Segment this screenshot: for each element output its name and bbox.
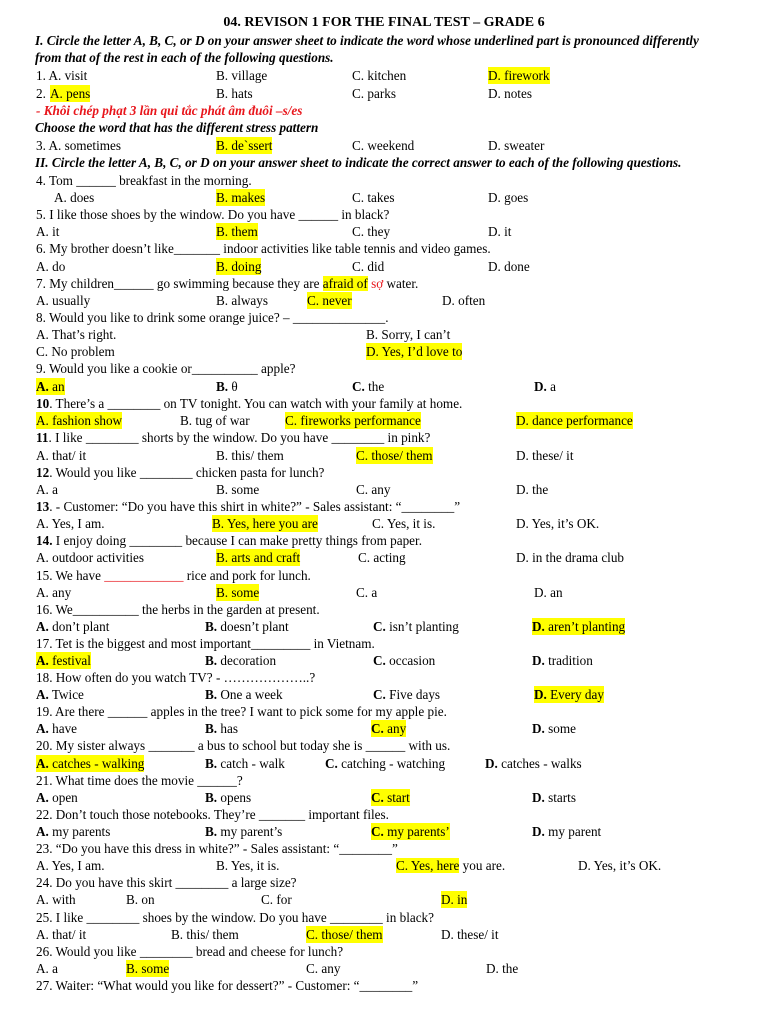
q24-option-d[interactable]: D. in <box>441 892 468 907</box>
q26-option-c[interactable]: C. any <box>306 961 341 976</box>
q24-option-a[interactable]: A. with <box>36 892 76 907</box>
q15-option-d[interactable]: D. an <box>534 585 563 600</box>
q21-option-d[interactable] <box>532 789 576 806</box>
q3-option-b[interactable]: B. de`ssert <box>216 138 273 153</box>
q17-d-text: tradition <box>544 653 593 668</box>
q25-option-b[interactable]: B. this/ them <box>171 927 239 942</box>
q23-option-c[interactable] <box>396 857 505 874</box>
q22-c-text: my parents’ <box>383 824 450 839</box>
q18-b-letter: B. <box>205 687 218 702</box>
q10-option-b[interactable]: B. tug of war <box>180 413 250 428</box>
q14-option-d[interactable]: D. in the drama club <box>516 550 625 565</box>
q1-option-b[interactable]: B. village <box>216 68 268 83</box>
q21-option-b[interactable] <box>205 789 251 806</box>
q16-c-letter: C. <box>373 619 386 634</box>
q10-stem <box>36 395 462 412</box>
q22-a-letter: A. <box>36 824 49 839</box>
q8-option-c[interactable]: C. No problem <box>36 344 115 359</box>
q16-c-text: isn’t planting <box>385 619 459 634</box>
q7-option-b[interactable]: B. always <box>216 293 269 308</box>
q15-stem-end: rice and pork for lunch. <box>183 568 311 583</box>
q11-option-b[interactable]: B. this/ them <box>216 448 284 463</box>
q12-option-d[interactable]: D. the <box>516 482 549 497</box>
q21-option-c[interactable] <box>371 789 410 806</box>
q13-option-a[interactable]: A. Yes, I am. <box>36 516 105 531</box>
q16-b-text: doesn’t plant <box>217 619 289 634</box>
q14-number: 14. <box>36 533 53 548</box>
q14-stem <box>36 532 422 549</box>
q5-stem: 5. I like those shoes by the window. Do you have ______ in black? <box>36 207 390 222</box>
q9-b-text: θ <box>228 379 238 394</box>
q17-b-letter: B. <box>205 653 218 668</box>
q25-stem: 25. I like ________ shoes by the window. Do you have ________ in black? <box>36 910 435 925</box>
q4-option-c[interactable]: C. takes <box>352 190 395 205</box>
q6-option-b[interactable]: B. doing <box>216 259 262 274</box>
q2-number: 2. <box>36 86 46 101</box>
q2-option-c[interactable]: C. parks <box>352 86 396 101</box>
q2-option-d[interactable]: D. notes <box>488 86 532 101</box>
q17-stem: 17. Tet is the biggest and most important_________ in Vietnam. <box>36 636 375 651</box>
q20-stem: 20. My sister always _______ a bus to school but today she is ______ with us. <box>36 738 451 753</box>
q5-option-c[interactable]: C. they <box>352 224 391 239</box>
q8-option-a[interactable]: A. That’s right. <box>36 327 117 342</box>
q17-b-text: decoration <box>217 653 277 668</box>
q19-c-letter: C. <box>371 721 384 736</box>
q10-option-c[interactable]: C. fireworks performance <box>285 413 421 428</box>
q21-d-letter: D. <box>532 790 545 805</box>
stress-instruction: Choose the word that has the different stress pattern <box>35 120 319 135</box>
q18-d-text: Every day <box>546 687 604 702</box>
q21-d-text: starts <box>544 790 576 805</box>
q22-b-text: my parent’s <box>217 824 283 839</box>
q16-b-letter: B. <box>205 619 218 634</box>
q20-option-c[interactable] <box>325 755 445 772</box>
q22-stem: 22. Don’t touch those notebooks. They’re _______ important files. <box>36 807 389 822</box>
q2-option-b[interactable]: B. hats <box>216 86 253 101</box>
q18-option-c[interactable] <box>373 686 440 703</box>
q18-option-b[interactable] <box>205 686 283 703</box>
q5-option-a[interactable]: A. it <box>36 224 60 239</box>
q21-a-text: open <box>48 790 78 805</box>
section1-instruction-cont: from that of the rest in each of the following questions. <box>35 50 334 65</box>
q17-option-b[interactable] <box>205 652 276 669</box>
page-title: 04. REVISON 1 FOR THE FINAL TEST – GRADE 6 <box>223 15 545 30</box>
q11-option-d[interactable]: D. these/ it <box>516 448 574 463</box>
q9-a-text: an <box>48 379 65 394</box>
q9-c-letter: C. <box>352 379 365 394</box>
q19-b-letter: B. <box>205 721 218 736</box>
q12-stem-text: . Would you like ________ chicken pasta for lunch? <box>49 465 325 480</box>
q19-a-text: have <box>48 721 78 736</box>
q26-option-b[interactable]: B. some <box>126 961 170 976</box>
q7-option-a[interactable]: A. usually <box>36 293 91 308</box>
q17-c-text: occasion <box>385 653 436 668</box>
q22-option-a[interactable] <box>36 823 110 840</box>
q6-option-c[interactable]: C. did <box>352 259 385 274</box>
q8-option-d[interactable]: D. Yes, I’d love to <box>366 344 463 359</box>
q25-option-a[interactable]: A. that/ it <box>36 927 87 942</box>
q9-b-letter: B. <box>216 379 229 394</box>
q22-b-letter: B. <box>205 824 218 839</box>
q26-option-d[interactable]: D. the <box>486 961 519 976</box>
q16-a-letter: A. <box>36 619 49 634</box>
section1-instruction: I. Circle the letter A, B, C, or D on your answer sheet to indicate the word whose underlined part is pronounced differently <box>35 33 699 48</box>
q23-option-b[interactable]: B. Yes, it is. <box>216 858 280 873</box>
section2-instruction: II. Circle the letter A, B, C, or D on your answer sheet to indicate the correct answer to each of the following questions. <box>35 155 682 170</box>
q22-d-letter: D. <box>532 824 545 839</box>
q22-option-d[interactable] <box>532 823 601 840</box>
teacher-note: - Khôi chép phạt 3 lần qui tắc phát âm đuôi –s/es <box>36 103 303 118</box>
q20-c-letter: C. <box>325 756 338 771</box>
q12-number: 12 <box>36 465 50 480</box>
q20-option-b[interactable] <box>205 755 285 772</box>
q13-option-c[interactable]: C. Yes, it is. <box>372 516 436 531</box>
q16-d-letter: D. <box>532 619 545 634</box>
q13-option-d[interactable]: D. Yes, it’s OK. <box>516 516 600 531</box>
q15-option-c[interactable]: C. a <box>356 585 378 600</box>
q15-blank: ____________ <box>104 568 184 583</box>
q17-d-letter: D. <box>532 653 545 668</box>
q16-a-text: don’t plant <box>48 619 110 634</box>
q20-b-letter: B. <box>205 756 218 771</box>
q3-option-c[interactable]: C. weekend <box>352 138 415 153</box>
q9-option-d[interactable] <box>534 378 556 395</box>
q21-a-letter: A. <box>36 790 49 805</box>
q19-option-a[interactable] <box>36 720 77 737</box>
q13-option-b[interactable]: B. Yes, here you are <box>212 516 318 531</box>
q23-option-d[interactable]: D. Yes, it’s OK. <box>578 858 662 873</box>
q20-a-text: catches - walking <box>48 756 145 771</box>
q26-option-a[interactable]: A. a <box>36 961 58 976</box>
q9-c-text: the <box>364 379 385 394</box>
q25-option-d[interactable]: D. these/ it <box>441 927 499 942</box>
q19-c-text: any <box>383 721 407 736</box>
q17-option-a[interactable] <box>36 652 91 669</box>
q20-a-letter: A. <box>36 756 49 771</box>
q24-stem: 24. Do you have this skirt ________ a large size? <box>36 875 297 890</box>
q11-number: 11 <box>36 430 49 445</box>
q4-option-a[interactable]: A. does <box>54 190 95 205</box>
q22-c-letter: C. <box>371 824 384 839</box>
q16-stem: 16. We__________ the herbs in the garden at present. <box>36 602 320 617</box>
q21-c-letter: C. <box>371 790 384 805</box>
q7-stem-text: 7. My children______ go swimming because they are <box>36 276 323 291</box>
q11-option-c[interactable]: C. those/ them <box>356 448 433 463</box>
q7-stem <box>36 275 418 292</box>
q18-a-letter: A. <box>36 687 49 702</box>
q9-d-letter: D. <box>534 379 547 394</box>
q10-number: 10 <box>36 396 50 411</box>
q6-stem: 6. My brother doesn’t like_______ indoor activities like table tennis and video games. <box>36 241 491 256</box>
q18-stem: 18. How often do you watch TV? - ………………..? <box>36 670 316 685</box>
q9-option-b[interactable] <box>216 378 238 395</box>
q23-stem: 23. “Do you have this dress in white?” - Sales assistant: “________” <box>36 841 398 856</box>
q8-option-b[interactable]: B. Sorry, I can’t <box>366 327 451 342</box>
q4-stem: 4. Tom ______ breakfast in the morning. <box>36 173 252 188</box>
q9-option-c[interactable] <box>352 378 384 395</box>
q17-option-d[interactable] <box>532 652 593 669</box>
q7-translation: sợ <box>371 276 384 291</box>
q12-option-b[interactable]: B. some <box>216 482 260 497</box>
q17-a-text: festival <box>48 653 91 668</box>
q19-stem: 19. Are there ______ apples in the tree? I want to pick some for my apple pie. <box>36 704 447 719</box>
q19-d-letter: D. <box>532 721 545 736</box>
q10-option-d[interactable]: D. dance performance <box>516 413 633 428</box>
q1-option-d[interactable]: D. firework <box>488 68 550 83</box>
q18-d-letter: D. <box>534 687 547 702</box>
q20-option-a[interactable] <box>36 755 144 772</box>
q5-option-d[interactable]: D. it <box>488 224 512 239</box>
q24-option-c[interactable]: C. for <box>261 892 292 907</box>
q19-option-d[interactable] <box>532 720 576 737</box>
q17-a-letter: A. <box>36 653 49 668</box>
q23-c-highlight: C. Yes, here <box>396 858 460 873</box>
q20-d-letter: D. <box>485 756 498 771</box>
q17-c-letter: C. <box>373 653 386 668</box>
q1-option-c[interactable]: C. kitchen <box>352 68 407 83</box>
q11-stem <box>36 429 430 446</box>
q16-option-c[interactable] <box>373 618 459 635</box>
q26-stem: 26. Would you like ________ bread and cheese for lunch? <box>36 944 344 959</box>
q21-b-letter: B. <box>205 790 218 805</box>
q11-stem-text: . I like ________ shorts by the window. Do you have ________ in pink? <box>48 430 431 445</box>
q19-option-b[interactable] <box>205 720 238 737</box>
q7-option-d[interactable]: D. often <box>442 293 486 308</box>
q14-option-b[interactable]: B. arts and craft <box>216 550 301 565</box>
q19-b-text: has <box>217 721 238 736</box>
q20-c-text: catching - watching <box>337 756 446 771</box>
q6-option-d[interactable]: D. done <box>488 259 530 274</box>
q18-c-letter: C. <box>373 687 386 702</box>
q3-option-a[interactable]: 3. A. sometimes <box>36 138 121 153</box>
q18-option-d[interactable] <box>534 686 604 703</box>
q24-option-b[interactable]: B. on <box>126 892 155 907</box>
q9-d-text: a <box>546 379 556 394</box>
q13-stem-text: . - Customer: “Do you have this shirt in white?” - Sales assistant: “________” <box>49 499 461 514</box>
q13-stem <box>36 498 460 515</box>
q7-option-c[interactable]: C. never <box>307 293 352 308</box>
q22-option-c[interactable] <box>371 823 450 840</box>
q12-stem <box>36 464 324 481</box>
q23-option-a[interactable]: A. Yes, I am. <box>36 858 105 873</box>
q21-option-a[interactable] <box>36 789 78 806</box>
q11-option-a[interactable]: A. that/ it <box>36 448 87 463</box>
q21-stem: 21. What time does the movie ______? <box>36 773 243 788</box>
q5-option-b[interactable]: B. them <box>216 224 258 239</box>
q4-option-d[interactable]: D. goes <box>488 190 529 205</box>
q15-option-b[interactable]: B. some <box>216 585 260 600</box>
q18-option-a[interactable] <box>36 686 84 703</box>
q23-c-rest: you are. <box>459 858 506 873</box>
q1-option-a[interactable]: 1. A. visit <box>36 68 88 83</box>
q27-stem: 27. Waiter: “What would you like for dessert?” - Customer: “________” <box>36 978 419 993</box>
q18-c-text: Five days <box>385 687 441 702</box>
q12-option-c[interactable]: C. any <box>356 482 391 497</box>
q19-a-letter: A. <box>36 721 49 736</box>
q16-option-d[interactable] <box>532 618 625 635</box>
q14-option-c[interactable]: C. acting <box>358 550 406 565</box>
q22-option-b[interactable] <box>205 823 282 840</box>
q14-stem-text: I enjoy doing ________ because I can make pretty things from paper. <box>52 533 422 548</box>
q8-stem: 8. Would you like to drink some orange juice? – ______________. <box>36 310 389 325</box>
q9-option-a[interactable] <box>36 378 65 395</box>
q21-c-text: start <box>383 790 410 805</box>
q10-stem-text: . There’s a ________ on TV tonight. You can watch with your family at home. <box>49 396 463 411</box>
q17-option-c[interactable] <box>373 652 435 669</box>
q2-option-a[interactable]: A. pens <box>50 86 91 101</box>
q14-option-a[interactable]: A. outdoor activities <box>36 550 145 565</box>
q18-b-text: One a week <box>217 687 283 702</box>
q19-option-c[interactable] <box>371 720 406 737</box>
q25-option-c[interactable]: C. those/ them <box>306 927 383 942</box>
q16-option-b[interactable] <box>205 618 289 635</box>
q16-option-a[interactable] <box>36 618 109 635</box>
q19-d-text: some <box>544 721 576 736</box>
q15-stem-text: 15. We have <box>36 568 105 583</box>
q3-option-d[interactable]: D. sweater <box>488 138 545 153</box>
q7-stem-end: water. <box>383 276 419 291</box>
q9-stem: 9. Would you like a cookie or__________ apple? <box>36 361 296 376</box>
q21-b-text: opens <box>217 790 252 805</box>
q6-option-a[interactable]: A. do <box>36 259 66 274</box>
q15-stem <box>36 567 311 584</box>
q20-option-d[interactable] <box>485 755 582 772</box>
q15-option-a[interactable]: A. any <box>36 585 72 600</box>
q4-option-b[interactable]: B. makes <box>216 190 266 205</box>
q22-a-text: my parents <box>48 824 111 839</box>
q22-d-text: my parent <box>544 824 602 839</box>
q10-option-a[interactable]: A. fashion show <box>36 413 123 428</box>
q12-option-a[interactable]: A. a <box>36 482 58 497</box>
q9-a-letter: A. <box>36 379 49 394</box>
q7-highlight: afraid of <box>322 276 368 291</box>
q20-d-text: catches - walks <box>497 756 582 771</box>
q20-b-text: catch - walk <box>217 756 285 771</box>
q18-a-text: Twice <box>48 687 84 702</box>
q13-number: 13 <box>36 499 50 514</box>
q16-d-text: aren’t planting <box>544 619 626 634</box>
